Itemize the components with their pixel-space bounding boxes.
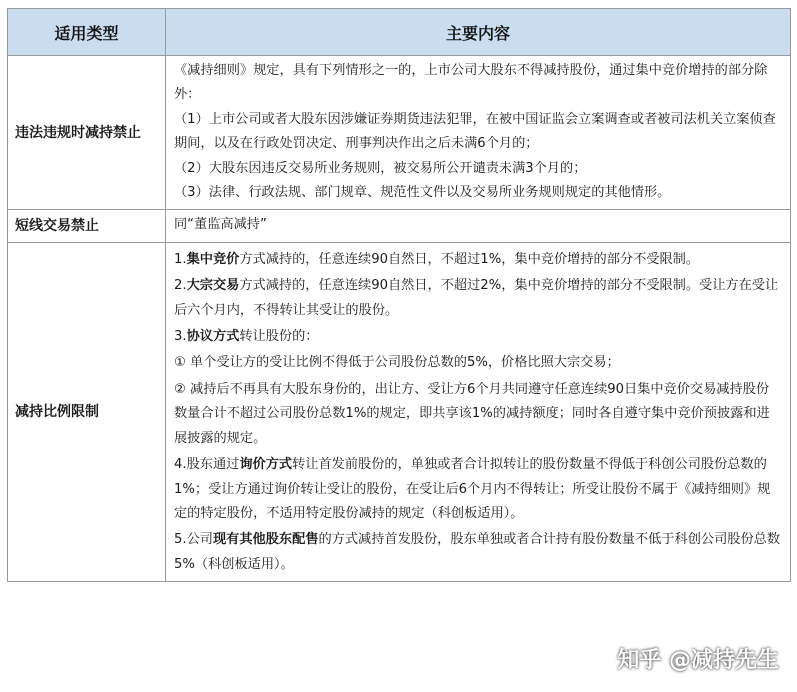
list-item: [174, 248, 782, 272]
item-text: 方式减持的，任意连续90自然日，不超过1%，集中竞价增持的部分不受限制。: [239, 251, 700, 267]
paragraph: 《减持细则》规定，具有下列情形之一的，上市公司大股东不得减持股份，通过集中竞价增持的部分除外：: [174, 63, 768, 103]
list-item: [174, 528, 782, 577]
header-content: 主要内容: [166, 9, 791, 56]
item-text: 的方式减持首发股份，股东单独或者合计持有股份数量不低于科创公司股份总数5%（科创板适用）。: [174, 532, 781, 572]
table-header-row: [8, 9, 791, 56]
item-keyword: 集中竞价: [186, 251, 240, 267]
row-content: [166, 210, 791, 242]
item-prefix: 3.: [174, 329, 187, 345]
paragraph: （1）上市公司或者大股东因涉嫌证券期货违法犯罪，在被中国证监会立案调查或者被司法机关立案侦查期间，以及在行政处罚决定、刑事判决作出之后未满6个月的；: [174, 111, 776, 152]
item-prefix: 4.股东通过: [174, 457, 240, 473]
row-content: [166, 56, 791, 210]
item-prefix: 5.公司: [174, 532, 213, 548]
paragraph: （2）大股东因违反交易所业务规则，被交易所公开谴责未满3个月的；: [174, 160, 587, 176]
item-keyword: 询价方式: [239, 457, 293, 473]
table-row: [8, 56, 791, 210]
paragraph: 同“董监高减持”: [174, 217, 267, 233]
item-text: 方式减持的，任意连续90自然日，不超过2%，集中竞价增持的部分不受限制。受让方在受让后六个月内，不得转让其受让的股份。: [174, 278, 779, 318]
item-prefix: 2.: [174, 278, 187, 294]
row-type: 短线交易禁止: [8, 210, 166, 242]
item-text: 转让首发前股份的，单独或者合计拟转让的股份数量不得低于科创公司股份总数的1%；受让方通过询价转让受让的股份，在受让后6个月内不得转让；所受让股份不属于《减持细则》规定的特定股份，不适用特定股份减持的规定（科创板适用）。: [174, 457, 771, 521]
list-item: [174, 325, 782, 349]
row-type: 违法违规时减持禁止: [8, 56, 166, 210]
item-keyword: 协议方式: [186, 329, 240, 345]
list-item: [174, 378, 782, 451]
table-row: [8, 242, 791, 581]
row-content: [166, 242, 791, 581]
list-item: [174, 351, 782, 375]
header-type: 适用类型: [8, 9, 166, 56]
row-type: 减持比例限制: [8, 242, 166, 581]
item-prefix: 1.: [174, 251, 187, 267]
watermark: 知乎 @减持先生: [617, 648, 779, 673]
item-text: ② 减持后不再具有大股东身份的，出让方、受让方6个月共同遵守任意连续90日集中竞价交易减持股份数量合计不超过公司股份总数1%的规定，即共享该1%的减持额度；同时各自遵守集中竞价预披露和进展披露的规定。: [174, 381, 770, 446]
paragraph: （3）法律、行政法规、部门规章、规范性文件以及交易所业务规则规定的其他情形。: [174, 185, 671, 201]
item-text: ① 单个受让方的受让比例不得低于公司股份总数的5%，价格比照大宗交易；: [174, 355, 620, 371]
rules-table: [7, 8, 791, 582]
item-keyword: 现有其他股东配售: [212, 532, 319, 548]
list-item: [174, 453, 782, 526]
item-keyword: 大宗交易: [186, 278, 240, 294]
item-text: 转让股份的：: [239, 329, 319, 345]
table-row: [8, 210, 791, 242]
list-item: [174, 274, 782, 323]
